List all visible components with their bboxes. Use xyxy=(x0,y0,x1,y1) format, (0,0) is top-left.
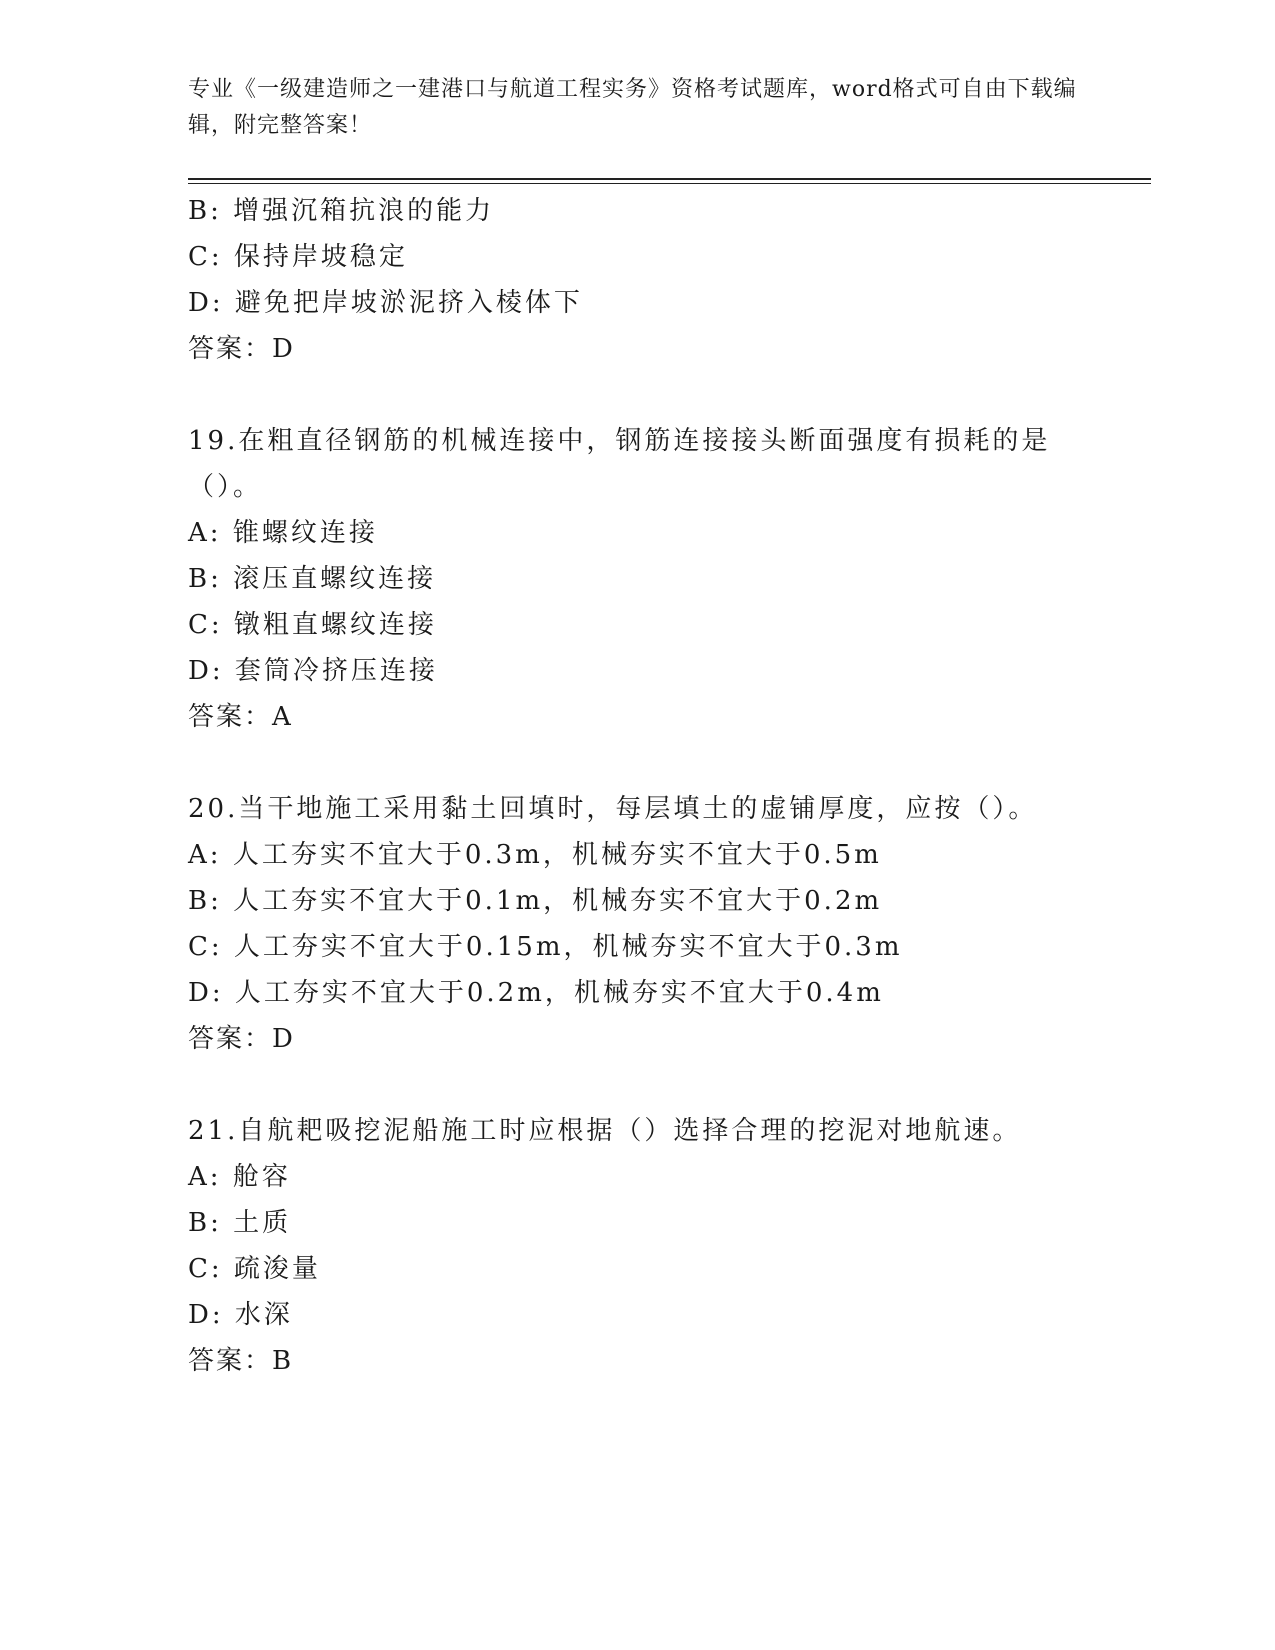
option-text: 滚压直螺纹连接 xyxy=(233,564,437,594)
option-label: D: xyxy=(188,978,224,1008)
question-19 xyxy=(188,418,1088,740)
option-b xyxy=(188,188,1088,234)
option-a xyxy=(188,1154,1088,1200)
option-text: 套筒冷挤压连接 xyxy=(234,656,438,686)
option-label: C: xyxy=(188,932,223,962)
option-b xyxy=(188,556,1088,602)
option-label: A: xyxy=(188,840,222,870)
answer: 答案：D xyxy=(188,334,295,364)
option-d xyxy=(188,1292,1088,1338)
option-label: B: xyxy=(188,1208,222,1238)
option-label: D: xyxy=(188,1300,224,1330)
option-c xyxy=(188,234,1088,280)
option-label: B: xyxy=(188,564,222,594)
option-label: A: xyxy=(188,1162,222,1192)
prev-question xyxy=(188,188,1088,372)
option-text: 避免把岸坡淤泥挤入棱体下 xyxy=(234,288,583,318)
header-rule-thick xyxy=(188,178,1151,180)
option-label: D: xyxy=(188,656,224,686)
option-c xyxy=(188,1246,1088,1292)
option-text: 疏浚量 xyxy=(233,1254,321,1284)
question-content xyxy=(188,188,1088,1384)
option-text: 人工夯实不宜大于0.15m，机械夯实不宜大于0.3m xyxy=(233,932,903,962)
spacer xyxy=(188,372,1088,418)
header-rule-thin xyxy=(188,183,1151,184)
option-d xyxy=(188,970,1088,1016)
option-b xyxy=(188,878,1088,924)
spacer xyxy=(188,740,1088,786)
question-stem: 20.当干地施工采用黏土回填时，每层填土的虚铺厚度，应按（）。 xyxy=(188,794,1038,824)
option-a xyxy=(188,832,1088,878)
option-text: 镦粗直螺纹连接 xyxy=(233,610,437,640)
option-text: 舱容 xyxy=(232,1162,291,1192)
option-label: C: xyxy=(188,1254,223,1284)
option-text: 保持岸坡稳定 xyxy=(233,242,408,272)
answer: 答案：A xyxy=(188,702,293,732)
option-text: 人工夯实不宜大于0.2m，机械夯实不宜大于0.4m xyxy=(234,978,884,1008)
option-label: A: xyxy=(188,518,222,548)
question-20 xyxy=(188,786,1088,1062)
option-label: B: xyxy=(188,196,222,226)
option-c xyxy=(188,602,1088,648)
question-stem: 21.自航耙吸挖泥船施工时应根据（）选择合理的挖泥对地航速。 xyxy=(188,1116,1022,1146)
option-d xyxy=(188,648,1088,694)
question-21 xyxy=(188,1108,1088,1384)
option-text: 土质 xyxy=(233,1208,292,1238)
option-b xyxy=(188,1200,1088,1246)
header-text: 专业《一级建造师之一建港口与航道工程实务》资格考试题库，word格式可自由下载编辑，附完整答案！ xyxy=(188,77,1077,138)
option-text: 人工夯实不宜大于0.1m，机械夯实不宜大于0.2m xyxy=(233,886,883,916)
question-stem: 19.在粗直径钢筋的机械连接中，钢筋连接接头断面强度有损耗的是（）。 xyxy=(188,426,1051,502)
option-c xyxy=(188,924,1088,970)
answer: 答案：D xyxy=(188,1024,295,1054)
option-a xyxy=(188,510,1088,556)
option-text: 增强沉箱抗浪的能力 xyxy=(233,196,495,226)
option-text: 锥螺纹连接 xyxy=(232,518,378,548)
option-text: 水深 xyxy=(234,1300,293,1330)
option-label: C: xyxy=(188,610,223,640)
answer: 答案：B xyxy=(188,1346,294,1376)
document-header xyxy=(188,72,1088,144)
spacer xyxy=(188,1062,1088,1108)
option-d xyxy=(188,280,1088,326)
option-label: C: xyxy=(188,242,223,272)
option-label: B: xyxy=(188,886,222,916)
option-label: D: xyxy=(188,288,224,318)
option-text: 人工夯实不宜大于0.3m，机械夯实不宜大于0.5m xyxy=(232,840,882,870)
